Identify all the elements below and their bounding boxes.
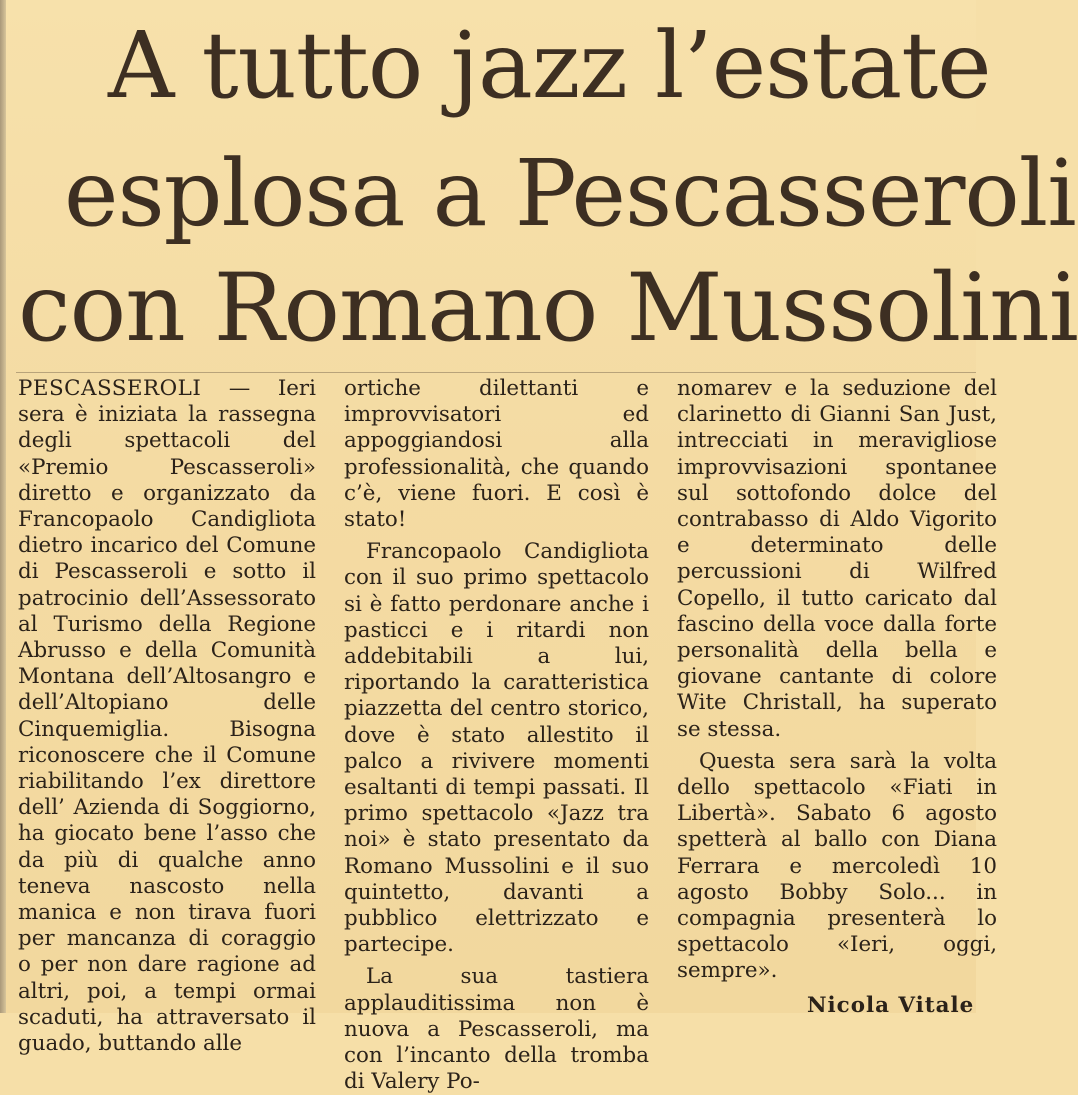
byline: Nicola Vitale [807, 992, 975, 1018]
column-3-paragraph-2: Questa sera sarà la volta dello spettacolo «Fiati in Libertà». Sabato 6 agosto spetterà al ballo con Diana Ferrara e mercoledì 10 agosto Bobby Solo... in compagnia presenterà lo spettacolo «Ieri, oggi, sempre». [677, 748, 997, 984]
article-column-3 [677, 376, 997, 1018]
column-2-paragraph-2: Francopaolo Candigliota con il suo primo spettacolo si è fatto perdonare anche i pasticci e i ritardi non addebitabili a lui, riportando la caratteristica piazzetta del centro storico, dove è stato allestito il palco a rivivere momenti esaltanti di tempi passati. Il primo spettacolo «Jazz tra noi» è stato presentato da Romano Mussolini e il suo quintetto, davanti a pubblico elettrizzato e partecipe. [344, 539, 649, 958]
column-3-paragraph-1: nomarev e la seduzione del clarinetto di Gianni San Just, intrecciati in meravigliose improvvisazioni spontanee sul sottofondo dolce del contrabasso di Aldo Vigorito e determinato delle percussioni di Wilfred Copello, il tutto caricato dal fascino della voce dalla forte personalità della bella e giovane cantante di colore Wite Christall, ha superato se stessa. [677, 376, 997, 742]
headline-line-1: A tutto jazz l’estate [108, 12, 991, 119]
column-2-paragraph-1: ortiche dilettanti e improvvisatori ed appoggiandosi alla professionalità, che quando c’è, viene fuori. E così è stato! [344, 376, 649, 533]
column-1-text: Ieri sera è iniziata la rassegna degli spettacoli del «Premio Pescasseroli» diretto e organizzato da Francopaolo Candigliota dietro incarico del Comune di Pescasseroli e sotto il patrocinio dell’Assessorato al Turismo della Regione Abrusso e della Comunità Montana dell’Altosangro e dell’Altopiano delle Cinquemiglia. Bisogna riconoscere che il Comune riabilitando l’ex direttore dell’ Azienda di Soggiorno, ha giocato bene l’asso che da più di qualche anno teneva nascosto nella manica e non tirava fuori per mancanza di coraggio o per non dare ragione ad altri, poi, a tempi ormai scaduti, ha attraversato il guado, buttando alle [18, 376, 316, 1057]
headline-line-2: esplosa a Pescasseroli [64, 140, 1076, 247]
headline [0, 0, 1078, 372]
column-1-paragraph-1 [18, 376, 316, 1057]
column-2-paragraph-3: La sua tastiera applauditissima non è nuova a Pescasseroli, ma con l’incanto della tromba di Valery Po- [344, 964, 649, 1095]
headline-line-3: con Romano Mussolini [18, 254, 1078, 363]
dateline: PESCASSEROLI — [18, 376, 251, 401]
article-column-1 [18, 376, 316, 1057]
headline-rule [16, 372, 976, 373]
article-column-2 [344, 376, 649, 1095]
